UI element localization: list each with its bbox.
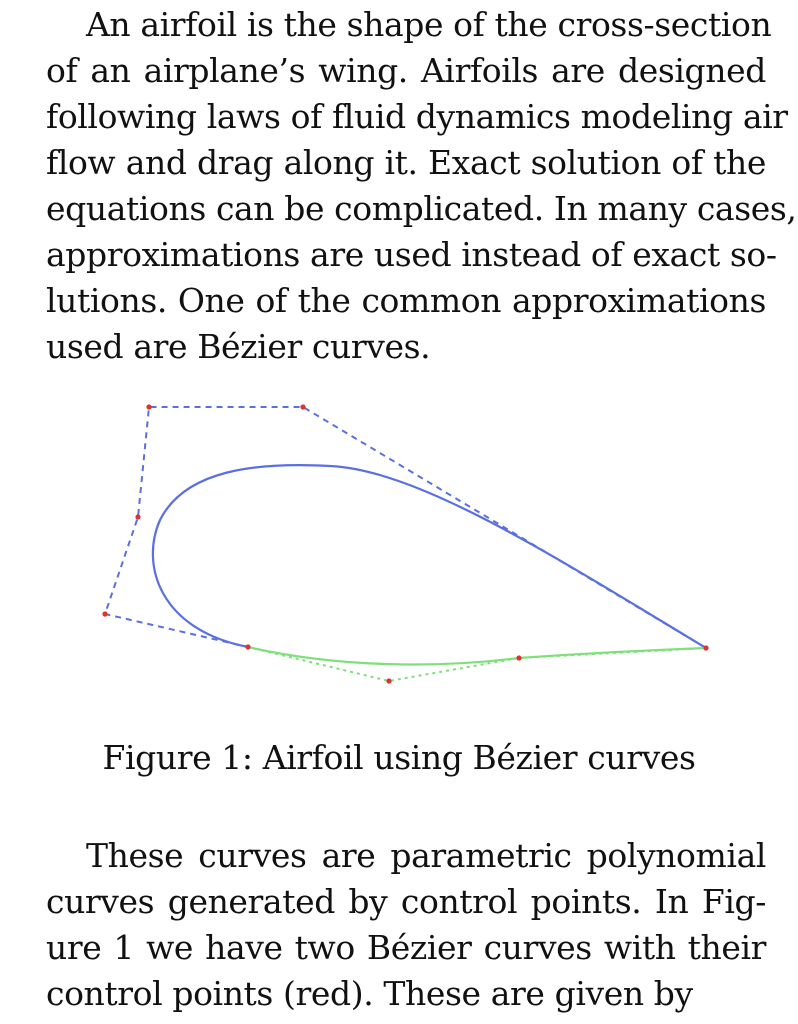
paragraph-line: ure 1 we have two Bézier curves with their (46, 928, 766, 967)
control-point (300, 404, 305, 409)
control-point (102, 611, 107, 616)
paragraph-line: following laws of fluid dynamics modeling air (46, 97, 788, 136)
paragraph-line: control points (red). These are given by (46, 974, 693, 1013)
control-point (245, 644, 250, 649)
control-point (146, 404, 151, 409)
paragraph-line: An airfoil is the shape of the cross-section (86, 5, 772, 44)
upper-bezier-curve (153, 465, 706, 648)
upper-control-polygon (105, 407, 706, 648)
paragraph-line: lutions. One of the common approximations (46, 281, 766, 320)
control-point (386, 678, 391, 683)
lower-bezier-curve (248, 647, 706, 664)
paragraph-line: These curves are parametric polynomial (86, 836, 766, 875)
paragraph-line: equations can be complicated. In many cases, (46, 189, 797, 228)
paragraph-line: used are Bézier curves. (46, 327, 431, 366)
airfoil-figure (0, 390, 798, 700)
control-point (135, 514, 140, 519)
control-point (516, 655, 521, 660)
paragraph-line: curves generated by control points. In Fig- (46, 882, 766, 921)
figure-caption: Figure 1: Airfoil using Bézier curves (102, 738, 696, 777)
paragraph-line: of an airplane’s wing. Airfoils are designed (46, 51, 766, 90)
control-points (102, 404, 708, 683)
control-point (703, 645, 708, 650)
paragraph-line: approximations are used instead of exact so- (46, 235, 777, 274)
paragraph-line: flow and drag along it. Exact solution of the (46, 143, 766, 182)
